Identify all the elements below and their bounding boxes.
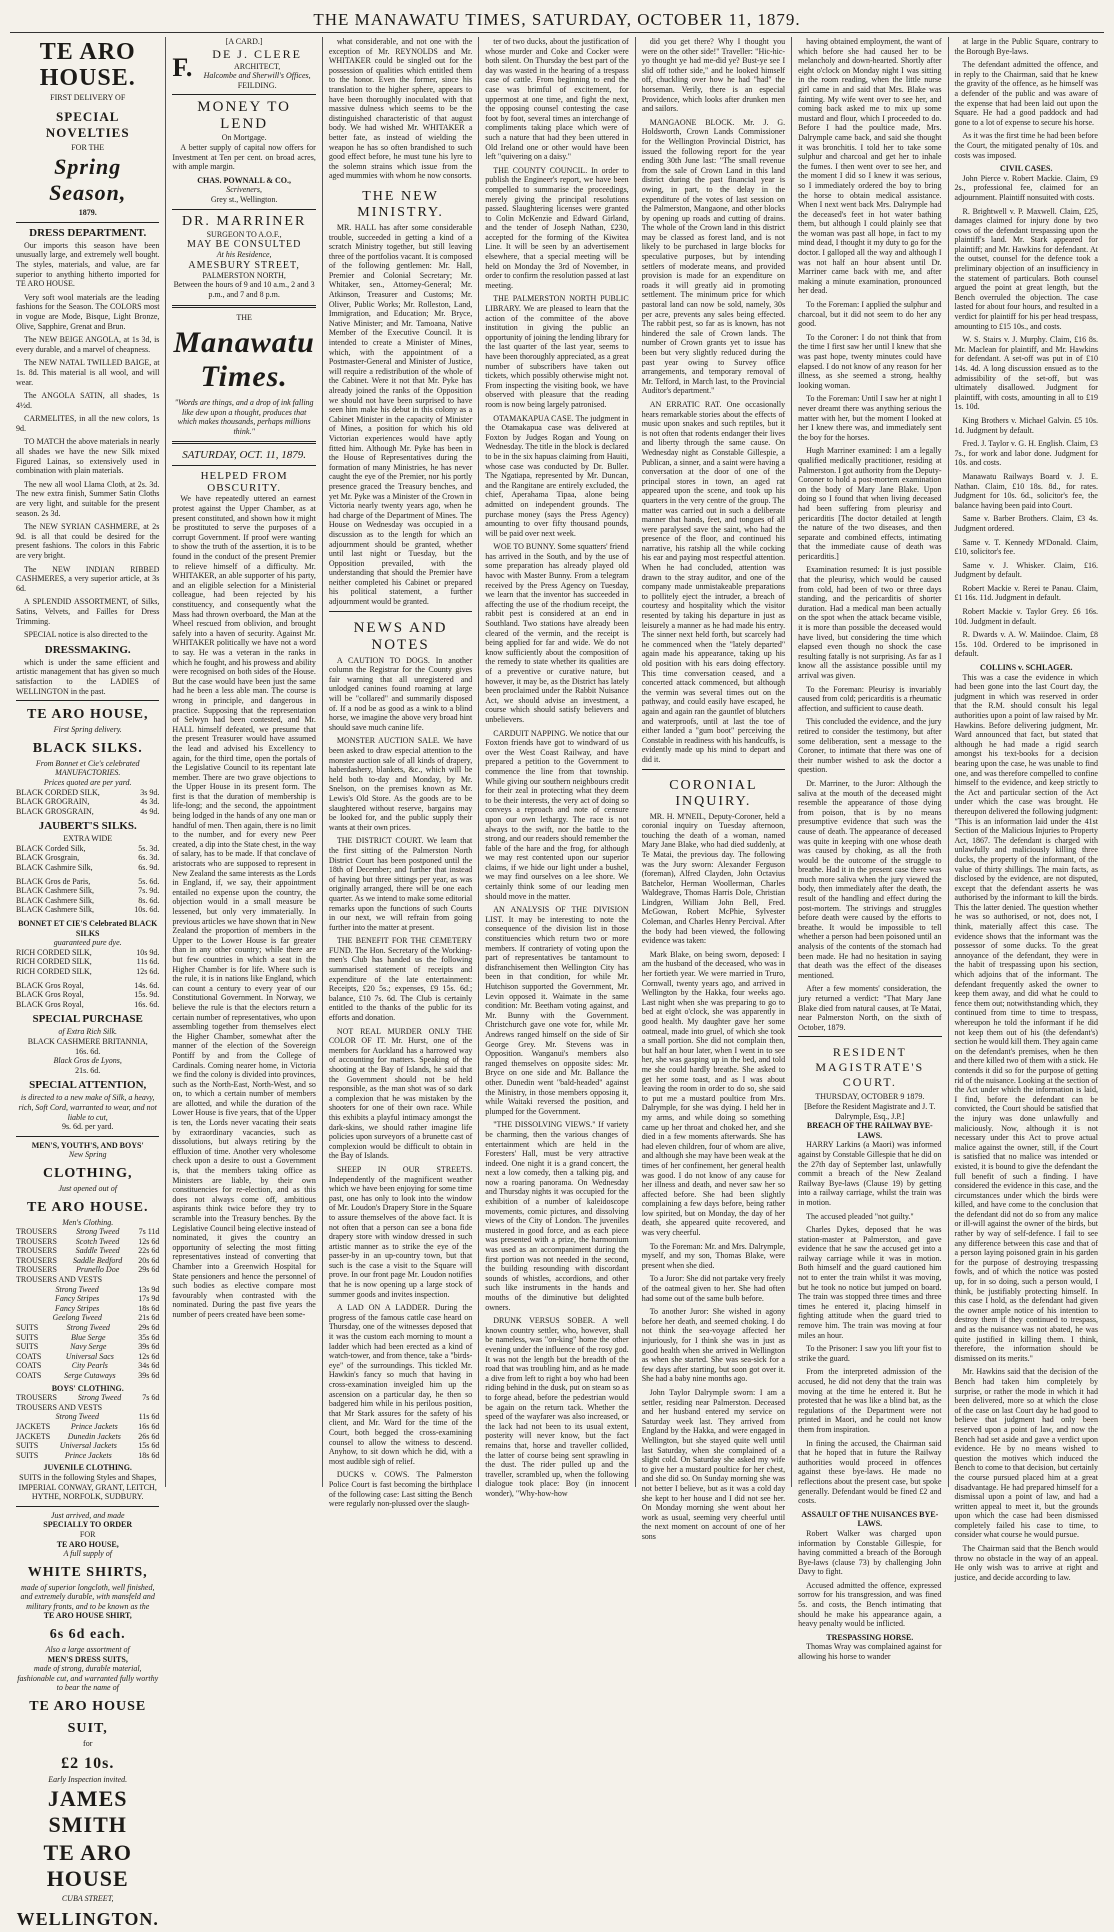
- civil-case: King Brothers v. Michael Galvin. £5 10s. 1d. Judgment by default.: [954, 415, 1098, 435]
- court-text: From the interpreted admission of the accused, he did not deny that the train was moving at the time he entered it. But he protested that he was like a blind bat, as the regulations of the Department were not printed in Maori, and he could not know them from inspiration.: [798, 1367, 942, 1434]
- price-row: RICH CORDED SILK, 11s 6d.: [16, 957, 160, 967]
- news-item: OTAMAKAPUA CASE. The judgment in the Otamakapua case was delivered at Foxton by Judges Rogan and Young on Wednesday. The title in the block is declared to be in the six hapuas claiming from Hauiti, whose case was conducted by Dr. Buller. The Ngatiapa, represented by Mr. Duncan, and the Rangitane are entirely excluded, the chief, Aperahama Tipaa, alone being admitted on independent grounds. The purchase money (says the Press Agency) amounting to over fifty thousand pounds, will be paid over next week.: [485, 413, 629, 538]
- mens-youths-boys: MEN'S, YOUTH'S, AND BOYS': [31, 1140, 144, 1150]
- inquiry-text: To the Foreman: Until I saw her at night I never dreamt there was anything serious the matter with her, but the moment I looked at her I knew there was, and immediately sent the boy for the horses.: [798, 394, 942, 442]
- shirt-price: 6s 6d each.: [49, 1627, 126, 1643]
- card-initial: F.: [172, 53, 193, 83]
- news-item: SHEEP IN OUR STREETS. Independently of the magnificent weather which we have been enjoying for some time past, one has only to look into the window of Mr. Loudon's Drapery Store in the Square to assure themselves of the above fact. It is not often that a person can see a bona fide drapery store with window dressed in such artistic manner as to strike the eye of the passer-by in an up-country town, but that such is the case a visit to the Square will prove. In our front page Mr. Loudon notifies that he is now opening up a large stock of summer goods and invites inspection.: [328, 1164, 473, 1299]
- inquiry-text: To a Juror: She did not partake very freely of the oatmeal given to her. She had often had some out of the same bulb before.: [641, 1274, 786, 1303]
- price-row: BLACK Corded Silk, 5s. 3d.: [16, 843, 160, 853]
- column-news-2: [479, 37, 635, 1498]
- pownall: CHAS. POWNALL & CO.,: [197, 175, 292, 185]
- clothing-price-list: [16, 1227, 159, 1381]
- price-row: BLACK GROGRAIN, 4s 3d.: [16, 797, 160, 807]
- page-masthead: THE MANAWATU TIMES, SATURDAY, OCTOBER 11, 1879.: [10, 8, 1104, 33]
- consulting-hours: Between the hours of 9 and 10 a.m., 2 and 3 p.m., and 7 and 8 p.m.: [173, 280, 315, 299]
- price-row: BLACK Cashmere Silk, 10s. 6d.: [16, 905, 160, 915]
- price-row: TROUSERS AND VESTS: [16, 1402, 103, 1412]
- civil-case: Same v. T. Kennedy M'Donald. Claim, £10, solicitor's fee.: [954, 537, 1098, 557]
- mens-clothing: Men's Clothing.: [62, 1217, 114, 1227]
- column-news-5: [949, 37, 1104, 1582]
- civil-case: John Pierce v. Robert Mackie. Claim, £9 2s., professional fee, claimed for an adjournment. Plaintiff nonsuited with costs.: [954, 173, 1098, 202]
- special-attention: SPECIAL ATTENTION,: [29, 1079, 147, 1092]
- civil-case: Fred. J. Taylor v. G. H. English. Claim, £3 7s., for work and labor done. Judgment for 10s. and costs.: [954, 439, 1098, 468]
- civil-case: Robert Mackie v. Taylor Grey. £6 16s. 10d. Judgment in default.: [954, 607, 1098, 626]
- amesbury-street: AMESBURY STREET,: [188, 259, 300, 271]
- te-aro-house-3: TE ARO HOUSE.: [26, 1199, 149, 1215]
- money-to-lend: MONEY TO LEND: [197, 99, 291, 133]
- price-row: BLACK Cashmere Silk, 8s. 6d.: [16, 895, 160, 905]
- te-aro-suit: TE ARO HOUSE: [29, 1699, 147, 1715]
- news-item: CARDUIT NAPPING. We notice that our Foxton friends have got to windward of us over the West Coast Railway, and have prepared a petition to the Government to commence the line from that township. While giving our southern neighbours credit for their zeal in protecting what they deem to be their interests, the very act of doing so conveys a reproach and note of censure upon our own lethargy. The race is not always to the swift, nor the battle to the strong, and our readers should remember the fable of the hare and the frog, for although we may rest contented upon our superior claims, if we hide our light under a bushel, we may find ourselves on a lee shore. We certainly think some of our leading men should move in the matter.: [485, 728, 629, 901]
- architect-address: Halcombe and Sherwill's Offices,: [203, 71, 311, 81]
- news-item: NOT REAL MURDER ONLY THE COLOR OF IT. Mr. Hurst, one of the members for Auckland has a harrowed way of accounting for matters. Speaking of the shooting at the Bay of Islands, he said that the Government should not be held responsible, as the man shot was of so dark a complexion that he was mistaken by the shooters for one of their own race. While this exhibits a playful intimacy amongst the dark-skins, we should rather imagine life policies upon surveyors of a brunette cast of complexion would be difficult to obtain in the Bay of Islands.: [328, 1026, 473, 1161]
- price-row: BLACK Grosgrain, 6s. 3d.: [16, 853, 160, 863]
- gros-price: 21s. 6d.: [75, 1065, 101, 1075]
- column-cards-and-leader: [166, 37, 322, 1487]
- civil-case: R. Brightwell v. P. Maxwell. Claim, £25, damages claimed for injury done by two cows of the defendant trespassing upon the plaintiff's land. Mr. Stark appeared for plaintiff; and Mr. Hawkins for defendant. At the outset, counsel for the defence took a preliminary objection of an insufficiency in the statement of particulars. Both counsel argued the point at great length, but the Bench overruled the objection. The case lasted for about four hours, and resulted in a verdict for plaintiff for his per head trespass, amounting to £15 10s., and costs.: [954, 206, 1098, 331]
- new-spring: New Spring: [68, 1150, 107, 1160]
- boys-clothing: BOYS' CLOTHING.: [51, 1383, 124, 1393]
- paper-motto: "Words are things, and a drop of ink falling like dew upon a thought, produces that which makes thousands, perhaps millions think.": [174, 398, 314, 436]
- news-item: THE BENEFIT FOR THE CEMETERY FUND. The Hon. Secretary of the Working-men's Club has handed us the following summarised statement of receipts and expenditure of the late entertainment: Receipts, £20 5s.; expenses, £9 15s. 6d.; balance, £10 7s. 6d. The Club is certainly entitled to the thanks of the public for its efforts and donation.: [328, 936, 473, 1023]
- price-row: Fancy Stripes 17s 9d: [55, 1294, 160, 1304]
- first-spring: First Spring delivery.: [53, 725, 122, 735]
- paper-the: THE: [236, 312, 252, 322]
- architect-title: ARCHITECT,: [233, 61, 281, 71]
- splendid-item: A SPLENDID ASSORTMENT, of Silks, Satins, Velvets, and Failles for Dress Trimming.: [16, 597, 160, 626]
- store-title: TE ARO HOUSE.: [39, 39, 136, 91]
- just-opened: Just opened out of: [58, 1183, 117, 1193]
- shirts-text: made of superior longcloth, well finished, and extremely durable, with mansfeld and military fronts, and to be known as the: [20, 1582, 155, 1611]
- court-text: As it was the first time he had been before the Court, the mitigated penalty of 10s. and costs was imposed.: [954, 131, 1098, 160]
- leader-text: We have repeatedly uttered an earnest protest against the Upper Chamber, as at present constituted, and shown how it might be prostituted to serve the purposes of a corrupt Government. If proof were wanting to show the truth of the assertion, it is to be found in the conduct of the present Premier to relieve himself of a difficulty. Mr. WHITAKER, an able supporter of his party, and an eligible selection for a Ministerial colleague, had been rejected by his constituency, and consequently what the Mass had thrown overboard, the Man at the Wheel rescued from oblivion, and brought safely into a haven of security. Against Mr. WHITAKER politically we have not a word to say. He was a veteran in the ranks in which he fought, and his prowess and ability were recognised on both sides of the House. But the case would have been just the same had he been a less able man. The course is wrong in principle, and dangerous in practice. Supposing that the representation of Selwyn had been contested, and Mr. HALL himself defeated, we presume that the present Treasurer would have assumed the lead and advised his Excellency to again, for the third time, open the portals of the Legislative Council to its repentant late member. There are two grave objections to the Upper House in its present form. The first is that the duration of membership is life-long; and the second, the appointment being lodged in the hands of any one man or handful of men. Then again, there is no limit to the number, and for every new Peer created, a dip into the State chest, in the way of salary, has to be made. If that conclave of aristocrats who are supposed to represent in New Zealand the same interests as the Lords in England, if, we say, their appointment entailed no expense upon the country, the objection would in a small measure be lessened, but only very immaterially. In previous articles we have shown that in New Zealand the proportion of members in the Upper to the Lower House is far greater than in any other country; while there are but few countries in which a seat in the Higher Chamber is for life. Where such is the rule, it is in nations like England, which can count a century to every year of our Constitutional Government. In Norway, we believe the rule is that the electors return a certain number of representatives, who upon assembling together from themselves elect the Higher Chamber, somewhat after the manner of the election of the Sovereign Pontiff by and from the College of Cardinals. Coming nearer home, in Victoria we find the colony is divided into provinces, such as the North-East, North-West, and so on, to which a certain number of members are allotted, and while the duration of the Lower House is five years, that of the Upper is ten, the Lords never vacating their seats by extraordinary vacancies, such as dissolutions, but always retiring by the effluxion of time. Another very wholesome check upon a desire to oust a Government is, that the members taking office as Ministers are liable, by their own constituencies for re-election, and as this does not always come off, ambitious aspirants think twice before they try to scramble into the Treasury benches. By the Legislative Council being elective instead of nominated, it gives the country an opportunity of selecting the most fitting representatives instead of converting that Chamber into a Greenwich Hospital for State pensioners and hence the personnel of such bodies as elective compare most favourably when contrasted with the nominated. During the past five years the number of peers created have been some-: [172, 494, 316, 1319]
- new-ministry-heading: THE NEW MINISTRY.: [357, 188, 444, 220]
- special-novelties: SPECIAL NOVELTIES: [45, 108, 130, 140]
- for-label: FOR: [79, 1529, 96, 1539]
- column-news-4: [792, 37, 948, 1662]
- price-row: SUITS Universal Jackets 15s 6d: [16, 1441, 160, 1451]
- architect-card: [172, 47, 315, 91]
- price-row: Fancy Stripes 18s 6d: [55, 1303, 160, 1313]
- column-te-aro-house-ad: [10, 37, 166, 1929]
- price-row: BLACK Cashmere Silk, 7s. 9d.: [16, 886, 160, 896]
- prices-quoted: Prices quoted are per yard.: [43, 777, 132, 787]
- price-row: RICH CORDED SILK, 12s 6d.: [16, 967, 160, 976]
- price-row: BLACK Gros de Paris, 5s. 6d.: [16, 876, 160, 886]
- court-text: Charles Dykes, deposed that he was station-master at Palmerston, and gave evidence that he saw the accused get into a railway carriage while it was in motion. Both himself and the guard cautioned him not to enter the train whilst it was moving, but he took no notice but jumped on board. The train was stopped three times and three times he entered it, placing himself in fighting attitude when the guard tried to remove him. The train was moving at four miles an hour.: [798, 1225, 942, 1340]
- news-and-notes-heading: NEWS AND NOTES: [353, 619, 448, 653]
- news-item: AN ERRATIC RAT. One occasionally hears remarkable stories about the effects of music upon snakes and such reptiles, but it is not often that rodents endanger their lives and liberty through the same cause. On Wednesday night as Constable Gillespie, a Publican, a sinner, and a saint were having a conversation at the door of one of the principal stores in town, an aged rat appeared upon the scene, and took up his quarters in the very centre of the group. The matter was carried out in such a deliberate manner that hands, feet, and tongues of all were paralysed save the saint, who had the presence of the floor, and continued his narrative, his ratship all the while cocking his ear and paying most respectful attention. When he had concluded, attention was drawn to the stray auditor, and one of the company made unmistakeable preparations to pollitely eject the intruder, a breach of courtesy and hospitality which the visitor resented by taking his departure in just as leisurely a manner as he had made his entry. The sinner next held forth, but scarcely had he commenced when the "lately departed" again made his appearance, taking up his old position with his ears doing effectory. This time conversation ceased, and a concerted attack commenced, but although the vermin was several times out on the pathway, and could easily have escaped, he again and again ran the gauntlet of blutchers and waterproofs, until at last the toe of either landed a "gum boot" perceiving the Constable in readiness with his handcuffs, is evidently made up his mind to depart and did it.: [641, 399, 786, 764]
- inquiry-text: John Taylor Dalrymple sworn: I am a settler, residing near Palmerston. Deceased and her husband entered my service on Saturday week last. They arrived from England by the Hakka, and were engaged in Wellington, but she stayed quite well until last Saturday, when she complained of a slight cold. On Saturday she asked my wife to give her a mustard poultice for her chest, and she did so. On Sunday morning she was not better I believe, but as it was a cold day she kept to her house and I did not see her. On Monday morning she went about her work as usual, seeming very cheerful until the next moment on account of one of her sons: [641, 1387, 786, 1541]
- suits-styles: SUITS in the following Styles and Shapes, IMPERIAL CONWAY, GRANT, LEITCH, HYTHE, NORFOLK, SUDBURY.: [18, 1472, 157, 1502]
- price-row: BLACK CORDED SILK, 3s 9d.: [16, 787, 160, 797]
- inquiry-text: To another Juror: She wished in agony before her death, and seemed choking. I do not think the sea-voyage affected her injuriously, for I think she was in just as good health when she arrived in Wellington as when she started. She was sea-sick for a few days after starting, but soon got over it. She had a baby nine months ago.: [641, 1307, 786, 1384]
- jaubert-heading: JAUBERT'S SILKS.: [38, 820, 137, 833]
- paper-title: Manawatu Times.: [173, 326, 315, 394]
- dress-text: Our imports this season have been unusually large, and extremely well bought. The styles, materials, and value, are far superior to anything hitherto imported for TE ARO HOUSE.: [16, 240, 160, 289]
- price-row: Geelong Tweed 21s 6d: [52, 1313, 160, 1323]
- inquiry-text: Hugh Marriner examined: I am a legally qualified medically practitioner, residing at Palmerston. I got authority from the Deputy-Coroner to hold a post-mortem examination on the body of Mary Jane Blake. Upon doing so I found that when living deceased had been suffering from pleurisy and pericarditis [The doctor detailed at length the nature of the two diseases, and then separate and combined effects, intimating that the immediate cause of death was pericarditis.]: [798, 446, 942, 561]
- price-row: COATS Universal Sacs 12s 6d: [16, 1351, 160, 1361]
- columns: [10, 37, 1104, 1929]
- inquiry-text: To the Foreman: Pleurisy is invariably caused from cold; pericarditis is a rheumatic affection, and sufficient to cause death.: [798, 684, 942, 713]
- bonnet-note: From Bonnet et Cie's celebrated MANUFACTORIES.: [35, 758, 140, 778]
- court-text: The defendant admitted the offence, and in reply to the Chairman, said that he knew the gravity of the offence, as he himself was a defender of the public and was aware of the expense that had been laid out upon the Square. He had a good paddock and had gone to a lot of expense to secure his horse.: [954, 60, 1098, 127]
- at-his-residence: At his Residence,: [216, 250, 272, 260]
- price-row: JACKETS Dunedin Jackets 26s 6d: [16, 1431, 160, 1441]
- specially-to-order: SPECIALLY TO ORDER: [43, 1520, 133, 1530]
- of-extra: of Extra Rich Silk.: [58, 1027, 118, 1037]
- card-label: [A CARD.]: [225, 37, 263, 46]
- white-shirts-heading: WHITE SHIRTS,: [27, 1564, 148, 1580]
- price-row: COATS Serge Cutaways 39s 6d: [16, 1371, 160, 1380]
- news-item: AN ANALYSIS OF THE DIVISION LIST. It may be interesting to note the consequence of the division list in those constituencies which return two or more members. If contrariety of voting upon the part of representatives be tantamount to disfranchisement then Wellington City has been in that condition, for while Mr. Hutchison supported the Government, Mr. Levin opposed it. Waimate in the same condition: Mr. Beetham voting against, and Mr. Bunny with the Government. Christchurch gave one vote for, while Mr. Andrews ranged himself on the side of Sir George Grey. Mr. Stevens was in Opposition. Wanganui's members also ranged themselves on opposite sides: Mr. Bryce on one side and Mr. Ballance the other. Dunedin went "bald-headed" against the Ministry, in those members opposing it, while Waitaki reversed the position, and plumped for the Government.: [485, 905, 629, 1116]
- beige-item: The NEW BEIGE ANGOLA, at 1s 3d, is every durable, and a marvel of cheapness.: [16, 335, 160, 354]
- bonnet-black: BONNET ET CIE'S Celebrated BLACK SILKS: [18, 919, 158, 938]
- breach-heading: BREACH OF THE RAILWAY BYE-LAWS.: [806, 1121, 933, 1140]
- indian-item: The NEW INDIAN RIBBED CASHMERES, a very superior article, at 3s 6d.: [16, 564, 160, 593]
- special-notice: SPECIAL notice is also directed to the: [24, 630, 148, 640]
- news-item: ter of two ducks, about the justification of whose murder and Coke and Cocker were both silent. On Thursday the best part of the day was wasted in the hearing of a trespass case of cattle. From beginning to end the case was brimful of excitement, for uppermost at one time, and fight the next, the opposing counsel contesting the case foot by foot, several times an interchange of compliments taking place which were of such a nature that had they been uttered in Old Ireland one or other would have been left "quivering on a daisy.": [485, 37, 629, 162]
- spring-season: Spring Season,: [49, 154, 127, 206]
- civil-case: Same v. Barber Brothers. Claim, £3 4s. Judgment ordered.: [954, 514, 1098, 533]
- court-text: HARRY Larkins (a Maori) was informed against by Constable Gillespie that he did on the 27th day of September last, unlawfully commit a breach of the New Zealand Railway Bye-laws (Clause 19) by getting into a railway carriage, whilst the train was in motion.: [798, 1140, 942, 1207]
- price-row: BLACK Cashmire Silk, 6s. 9d.: [16, 863, 160, 873]
- twilled-item: The NEW NATAL TWILLED BAIGE, at 1s. 8d. This material is all wool, and will wear.: [16, 358, 160, 387]
- news-item: DRUNK VERSUS SOBER. A well known country settler, who, however, shall be nameless, was "on-king" home the other evening under the influence of the rosy god. It was not the length but the breadth of the road that was troubling him, and as he made a dive from left to right a boy who had been riding behind in the dusk, put on steam so as to forge ahead, before the pedestrian would be again on the return tack. Whether the speed of the wayfarer was also increased, or the lack had not been to its usual extent, posterity will never know, but the fact remains that, horse and traveller collided, the latter of course being sent sprawling in the dust. The rider pulled up and the traveller, scrambled up, when the following dialogue took place: Boy (in innocent wonder), "Why-how-how: [485, 1316, 629, 1498]
- civil-case: W. S. Stairs v. J. Murphy. Claim, £16 8s. Mr. Maclean for plaintiff, and Mr. Hawkins for defendant. A set-off was put in of £10 14s. 4d. A long discussion ensued as to the admissibility of the set-off, but was ultimately disallowed. Judgment for plaintiff, with costs, amounting in all to £19 1s. 10d.: [954, 335, 1098, 412]
- early-inspection: Early Inspection invited.: [48, 1774, 128, 1784]
- dress-dept-heading: DRESS DEPARTMENT.: [29, 226, 147, 239]
- may-be-consulted: MAY BE CONSULTED: [186, 239, 302, 251]
- inquiry-text: having obtained employment, the want of which before she had caused her to be melancholy and down-hearted. Shortly after eight o'clock on Monday night I was sitting in the room reading, when the little nurse girl came in and said that Mrs. Blake was fainting. My wife went over to see her, and coming back asked me to mix up some mustard and flour, which I proceeded to do. Before I had the poultice made, Mrs. Dalrymple came back, and said she thought it was bronchitis. I told her to take some sulphur and charcoal and get her to inhale the fumes. I then went over to see her, and the moment I did so I knew it was serious, so I immediately ordered the boy to bring the horse to obtain medical assistance. When I next went back Mrs. Dalrymple had the deceased's feet in hot water bathing them, but although I could plainly see that the woman was past all hope, in fact to my mind dead, I thought it my duty to go for the doctor. I galloped all the way and although I was not half an hour absent until Dr. Marriner came back with me, and after making a minute examination, pronounced her dead.: [798, 37, 942, 296]
- price-row: TROUSERS Strong Tweed 7s 6d: [16, 1393, 160, 1403]
- price-row: BLACK Gros Royal, 16s. 6d.: [16, 999, 160, 1009]
- court-date: THURSDAY, OCTOBER 9 1879.: [815, 1092, 925, 1102]
- for-label-2: for: [83, 1739, 93, 1749]
- price-row: TROUSERS Strong Tweed 7s 11d: [16, 1227, 160, 1237]
- satin-item: The ANGOLA SATIN, all shades, 1s 4½d.: [16, 391, 160, 410]
- rm-court-heading: RESIDENT MAGISTRATE'S COURT.: [815, 1045, 925, 1090]
- leader-continued: what considerable, and not one with the exception of Mr. REYNOLDS and Mr. WHITAKER could be singled out for the possession of qualities which entitled them to the honor. Even the former, since his translation to the higher sphere, appears to have been thoroughly inoculated with that massive dulness which seems to be the distinguished characteristic of that august body. We had wished Mr. WHITAKER a better fate, as instead of wielding the weapon he has so often brandished to such good effect before, he must tune his lyre to the solemn strains which issue from the aged mummies with whom he now consorts.: [328, 37, 473, 181]
- suit-price: £2 10s.: [61, 1754, 115, 1772]
- inquiry-text: To the Coroner: I do not think that from the time I first saw her until I knew that she was past hope, twenty minutes could have elapsed. I do not know of any reason for her illness, as she seemed a strong, healthy looking woman.: [798, 332, 942, 390]
- black-gros: Black Gros de Lyons,: [53, 1056, 122, 1066]
- court-text: To the Prisoner: I saw you lift your fist to strike the guard.: [798, 1344, 942, 1363]
- dress-suits-text: made of strong, durable material, fashionable cut, and warranted fully worthy to bear the name of: [17, 1664, 159, 1693]
- james-smith: JAMES SMITH: [47, 1786, 128, 1838]
- mens-dress-suits: MEN'S DRESS SUITS,: [47, 1654, 128, 1664]
- lama-item: The new all wool Llama Cloth, at 2s. 3d. The new extra finish, Summer Satin Cloths are very light, and suitable for the present season. 2s 3d.: [16, 479, 160, 518]
- price-row: RICH CORDED SILK, 10s 9d.: [16, 947, 160, 957]
- juvenile-clothing: JUVENILE CLOTHING.: [43, 1463, 132, 1473]
- court-text: Thomas Wray was complained against for allowing his horse to wander: [798, 1642, 942, 1662]
- attention-text: is directed to a new make of Silk, a heavy, rich, Soft Cord, warranted to wear, and not liable to cut,: [18, 1093, 157, 1122]
- price-row: SUITS Strong Tweed 29s 6d: [16, 1323, 160, 1333]
- boys-price-list: [16, 1393, 159, 1460]
- civil-case: Robert Mackie v. Rerei te Panau. Claim, £1 16s. 11d. Judgment in default.: [954, 583, 1098, 603]
- news-item: A CAUTION TO DOGS. In another column the Registrar for the County gives fair warning that all unregistered and unlodged canines found roaming at large will be "collared" and summarily disposed of. If a nod be as good as a wink to a blind horse, we imagine the above very broad hint should save much canine life.: [328, 655, 473, 732]
- gros-price-list: [16, 877, 159, 915]
- te-aro-shirt: TE ARO HOUSE SHIRT,: [43, 1611, 132, 1621]
- black-silks-heading: BLACK SILKS.: [32, 740, 143, 756]
- inquiry-text: To the Foreman: I applied the sulphur and charcoal, but it did not seem to do her any good.: [798, 300, 942, 329]
- price-row: SUITS Prince Jackets 18s 6d: [16, 1450, 160, 1460]
- price-row: SUITS Blue Serge 35s 6d: [16, 1332, 160, 1342]
- guaranteed: guaranteed pure dye.: [53, 938, 122, 948]
- inquiry-text: After a few moments' consideration, the jury returned a verdict: "That Mary Jane Blake died from natural causes, at Te Matai, near Palmerston North, on the sixth of October, 1879.: [798, 984, 942, 1032]
- court-text: This was a case the evidence in which had been gone into the last Court day, the judgment in which was reserved in order that the R.M. should consult his legal authorities upon a point of law raised by Mr. Hawkins. Before delivering judgment, Mr. Ward announced that fact, but stated that although he had made a rigid search amongst his text-books for a decision bearing upon the case, he was unable to find one, and was therefore compelled to confine himself to the evidence, and keep strictly to the Act and particular section of the Act under which the case was brought. He thereupon delivered the following judgment: "This is an information laid under the 41st Section of the Malicious Injuries to Property Act, 1867. The defendant is charged with unlawfully and maliciously killing three ducks, the property of the informant, of the value of thirty shillings. The main facts, as disclosed by the evidence, are not disputed, except that the defendant asserts he was authorised by the informant to kill the birds. This the latter denied. The question whether he was so authorised, or not, does not, I think, materially affect this case. The evidence shows that the informant was the possessor of some ducks. To the great annoyance of the defendant, they were in the habit of trespassing upon his section, which adjoins that of the informant. The defendant frequently asked the owner to keep them away, and did what he could to fence them out; notwithstanding which, they continued from time to time to trespass, whereupon he told the informant if he did not keep them out of his (the defendant's) section he would kill them. They again came on the defendant's premises, when he then and there killed two of them with a stick. He contends it did so for the purpose of getting rid of the nuisance. Looking at the section of the Act under which the information is laid, I find, before the defendant can be convicted, the Court should be satisfied that the injury was done unlawfully and maliciously. Now, although it is not necessary under this Act to prove actual malice against the owner, still, if the Court is satisfied that no malice was intended or existed, it is bound to give the defendant the full benefit of such a finding. I have considered the evidence in this case, and the circumstances under which the birds were killed, and have come to the conclusion that the defendant did not do so from any malice or ill-will against the owner of the birds, but rather by way of self-defence. I fail to see any difference between this case and that of a person laying poisoned grain in his garden for the purpose of destroying trespassing fowls, and of which the notice was posted up, for in so doing, such a person would, I think, be justifiably protecting himself. In this case I hold, as the defendant had given the owner ample notice of his intention to destroy them if they continued to trespass, and as the nuisance was not abated, he was quite justified in killing them. I think, therefore, the information should be dismissed on its merits.": [954, 672, 1098, 1363]
- carmelites-item: CARMELITES, in all the new colors, 1s 9d.: [16, 414, 160, 433]
- dressmaking-text: which is under the same efficient and artistic management that has given so much satisfaction to the LADIES of WELLINGTON in the past.: [16, 657, 160, 696]
- news-item: THE DISTRICT COURT. We learn that the first sitting of the Palmerston North District Court has been postponed until the 18th of December; and further that instead of having but three sittings per year, as was originally arranged, there will be one each quarter. As we intend to make some editorial remarks upon the functions of such Courts in our next, we will refrain from going further into the matter at present.: [328, 836, 473, 932]
- silk-price-list: [16, 788, 159, 817]
- new-ministry-text: MR. HALL has after some considerable trouble, succeeded in getting a kind of a scratch Ministry together, but still leaving three of the portfolios vacant. It is composed of the following gentlemen: Mr. Hall, Premier and Colonial Secretary; Mr. Whitaker, sen., Attorney-General; Mr. Atkinson, Treasurer and Customs; Mr. Oliver, Public Works; Mr. Rolleston, Land, Immigration, and Education; Mr. Bryce, Native Minister; and Mr. Tamoana, Native Member of the Executive Council. It is intended to create a Minister of Mines, which, with the appointment of a Postmaster-General and Minister of Justice, will require a redistribution of the whole of the Cabinet. Were it not that Mr. Pyke has already joined the ranks of the Opposition we should not have been surprised to have seen him make his debut in this colony as a Cabinet Minister in the capacity of Minister of Mines, a position for which his old Victorian experiences would have aptly fitted him. Although Mr. Pyke has been in the House of Representatives during the formation of many Ministries, he has never caught the eye of the Premier, nor his portly presence graced the Treasury benches, and yet Mr. Pyke was a Minister of the Crown in Victoria nearly twenty years ago, when he had charge of the Department of Mines. The House on Wednesday was occupied in a discussion as to the length for which an adjournment should be granted, whether until last night or Tuesday, but the Opposition prevailed, with the understanding that should the Premier have neither completed his Cabinet or prepared his political statement, a further adjournment would be granted.: [328, 222, 473, 607]
- jaubert-price-list: [16, 844, 159, 873]
- price-row: BLACK Gros Royal, 15s. 9d.: [16, 990, 160, 1000]
- dr-marriner: DR. MARRINER: [181, 213, 307, 229]
- gros-royal-list: [16, 981, 159, 1010]
- black-cashmere: BLACK CASHMERE BRITANNIA,: [27, 1036, 148, 1046]
- money-text: A better supply of capital now offers for Investment at Ten per cent. on broad acres, with ample margin.: [172, 142, 316, 172]
- paper-date: SATURDAY, OCT. 11, 1879.: [182, 449, 307, 462]
- price-row: BLACK Gros Royal, 14s. 6d.: [16, 980, 160, 990]
- column-news-3: [636, 37, 792, 1541]
- inquiry-text: MR. H. M'NEIL, Deputy-Coroner, held a coronial inquiry on Tuesday afternoon, touching the death of a woman, named Mary Jane Blake, who had died suddenly, at Te Matai, the previous day. The following was the Jury sworn: Alexander Ferguson (foreman), Alfred Clayden, John Octavius Batchelor, Herman Woollerman, Charles Waldegrave, Thomas Harris Dole, Christian Lindgren, William John Bell, Fred. McGowan, Robert McPhie, Sylvester Coleman, and Charles Henry Percival. After the body had been viewed, the following evidence was taken:: [641, 811, 786, 946]
- surgeon: SURGEON TO A.O.F.,: [206, 229, 282, 239]
- special-purchase: SPECIAL PURCHASE: [32, 1013, 143, 1026]
- price-row: COATS City Pearls 34s 6d: [16, 1361, 160, 1371]
- for-the: FOR THE: [71, 142, 105, 152]
- news-item: "THE DISSOLVING VIEWS." If variety be charming, then the various changes of entertainment which are held in the Foresters' Hall, must be very attractive indeed. One night it is a grand concert, the next a low comedy, then a talking pig, and now a roaring panorama. On Wednesday and Thursday nights it was occupied for the exhibition of a number of kaleidoscope movements, comic pictures, and dissolving views of the City of London. The juveniles mustered in good force, and as each piece was presented with a prize, the harmonium was used as an accompaniment during the first portion was not needed in the second, the building resounding with discordant sounds of whistles, accordions, and other such like instruments in the hands and mouths of the diminutive but delighted owners.: [485, 1120, 629, 1312]
- architect-name: DE J. CLERE: [212, 46, 302, 61]
- inquiry-text: To the Foreman: Mr. and Mrs. Dalrymple, myself, and my son, Thomas Blake, were present when she died.: [641, 1241, 786, 1270]
- court-text: The Chairman said that the Bench would throw no obstacle in the way of an appeal. He only wish was to arrive at right and justice, and decide according to law.: [954, 1544, 1098, 1582]
- attention-price: 9s. 6d. per yard.: [61, 1122, 114, 1132]
- price-row: BLACK GROSGRAIN, 4s 9d.: [16, 806, 160, 816]
- price-row: JACKETS Prince Jackets 16s 6d: [16, 1421, 160, 1431]
- syrian-item: The NEW SYRIAN CASHMERE, at 2s 9d. is all that could be desired for the present fashions. The colors in this Fabric are very bright.: [16, 522, 160, 560]
- news-item: A LAD ON A LADDER. During the progress of the famous cattle case heard on Thursday, one of the witnesses deposed that it was the custom each morning to mount a ladder which had been erected as a kind of watch-tower, and from thence, take a "birds-eye" of the surroundings. This tickled Mr. Hawkin's fancy so much that having in cross-examination inveigled him up the ascension on a particular day, he then so badgered him while in his perilous position, that Mr Stark assures for the safety of his client, and Mr. Ward for the time of the Court, both begged the cross-examining counsel to allow the witness to descend. Anyhow, to sit down which he did, with a most audible sigh of relief.: [328, 1303, 473, 1466]
- palmerston-north: PALMERSTON NORTH,: [202, 270, 286, 280]
- dressmaking-heading: DRESSMAKING.: [44, 643, 131, 656]
- coronial-inquiry-heading: CORONIAL INQUIRY.: [669, 777, 758, 809]
- grey-street: Grey st., Wellington.: [210, 194, 278, 204]
- news-item: THE COUNTY COUNCIL. In order to publish the Engineer's report, we have been compelled to summarise the proceedings, merely giving the principal resolutions passed. Slaughtering licenses were granted to Colin McKenzie and Edward Girland, and the tender of Joseph Nathan, £230, accepted for the forming of the Kiwitea Line. It will be seen by an advertisement elsewhere, that a special meeting will be held on Monday the 3rd of November, in order to confirm the resolution passed at last meeting.: [485, 165, 629, 290]
- column-news-1: [323, 37, 479, 1509]
- inquiry-text: Dr. Marriner, to the Juror: Although the saliva at the mouth of the deceased might resemble the appearance of those dying from poison, that is by no means presumptive evidence that such was the cause of death. The appearance of deceased was quite in keeping with one whose death was caused by choking, as all the froth would be the outcome of the struggle to breathe. Had it in the present case there was much more saliva when the jury viewed the body, then immediately after the death, the result of the handling and effect during the post-mortem. The strivings and struggles before death were caused by the efforts to breathe. It would be impossible to tell whether a person had been poisoned until an analysis of the contents of the stomach had been made. He had no hesitation in saying that death was the effect of the diseases mentioned.: [798, 778, 942, 980]
- assault-heading: ASSAULT OF THE NUISANCES BYE-LAWS.: [801, 1509, 939, 1529]
- extra-wide: EXTRA WIDE: [63, 834, 113, 844]
- leader-heading: HELPED FROM OBSCURITY.: [200, 470, 288, 495]
- te-aro-house-for: TE ARO HOUSE,: [56, 1539, 119, 1549]
- te-aro-house-2: TE ARO HOUSE,: [26, 707, 149, 723]
- wellington: WELLINGTON.: [16, 1908, 159, 1929]
- court-text: Robert Walker was charged upon information by Constable Gillespie, for having committed a breach of the Borough Bye-laws (clause 73) by challenging John Davy to fight.: [798, 1528, 942, 1577]
- civil-cases-heading: CIVIL CASES.: [1000, 164, 1053, 174]
- civil-case: Manawatu Railways Board v. J. E. Nathan. Claim, £10 18s. 8d., for rates. Judgment for 10s. 6d., solicitor's fee, the balance having been paid into Court.: [954, 471, 1098, 510]
- cashmere-price: 16s. 6d.: [75, 1046, 101, 1056]
- also-assortment: Also a large assortment of: [45, 1645, 130, 1655]
- news-item: DUCKS v. COWS. The Palmerston Police Court is fast becoming the birthplace of the following case: Last sitting the Bench were regularly non-plussed over the slaugh-: [328, 1470, 473, 1509]
- court-text: The accused pleaded "not guilty.": [806, 1211, 914, 1221]
- on-mortgage: On Mortgage.: [221, 133, 267, 143]
- te-aro-house-final: TE ARO HOUSE: [43, 1840, 132, 1892]
- civil-case: Same v. J. Whisker. Claim, £16. Judgment by default.: [954, 560, 1098, 580]
- first-delivery: FIRST DELIVERY OF: [50, 93, 126, 102]
- price-row: TROUSERS Scotch Tweed 12s 6d: [16, 1236, 160, 1246]
- rich-price-list: [16, 948, 159, 977]
- season-year: 1879.: [78, 208, 97, 218]
- price-row: SUITS Navy Serge 39s 6d: [16, 1342, 160, 1352]
- price-row: Strong Tweed 11s 6d: [55, 1412, 160, 1422]
- match-item: TO MATCH the above materials in nearly all shades we have the new Silk mixed Figured Lainas, so extensively used in combination with plain materials.: [16, 437, 160, 476]
- court-text: Accused admitted the offence, expressed sorrow for his transgression, and was fined 5s. and costs, the Bench intimating that should he make his appearance again, a heavy penalty would be inflicted.: [798, 1580, 942, 1629]
- just-arrived: Just arrived, and made: [50, 1510, 125, 1520]
- inquiry-text: This concluded the evidence, and the jury retired to consider the testimony, but after some deliberation, sent a message to the Coroner, to intimate that there was one of their number wished to ask the doctor a question.: [798, 717, 942, 775]
- inquiry-text: Mark Blake, on being sworn, deposed: I am the husband of the deceased, who was in her fortieth year. We were married in Truro, Cornwall, twenty years ago, and arrived in Wellington by the Hakka, four weeks ago. Last night when she was preparing to go to bed at eight o'clock, she was apparently in good health. My daughter gave her some oatmeal, made into gruel, of which she took a small portion. She did not complain then, but half an hour later, when I went in to see her, she was gasping up in the bed, and told me she could hardly breathe. She asked to get her some toast, and as I was about leaving the room in order to do so, she said to put me a mustard poultice from Mrs. Dalrymple, for she was dying. I held her in my arms, and while doing so something came up her throat and choked her, and she died in a few moments afterwards. She has had eleven children, four of whom are alive, and although she may have been weak at the times of her confinement, her general health was good. I do not know of any cause for her illness and death, and never saw her so affected before. She had been slightly complaining a few days before, being rather low spirited, but on Monday, the day of her death, she appeared quite recovered, and was very cheerful.: [641, 949, 786, 1238]
- news-item: WOE TO BUNNY. Some squatters' friend has arrived in the South, and by the use of some preparation has already played old havoc with Master Bunny. From a telegram received by the Press Agency on Tuesday, we learn that the inventor has succeeded in affecting the use of the rhodium receipt, the rabbit pest is considered at an end in Southland. Two stations have already been cleared of the vermin, and the receipt is being applied for far and wide. We do not know sufficiently about the composition of the remedy to state whether its qualities are of a preventive or curative nature, but however, it may be, as the District has lately been proclaimed under the Rabbit Nuisance Act, we should advise an investment, a course which should satisfy believers and unbelievers.: [485, 542, 629, 724]
- price-row: TROUSERS Saddle Tweed 22s 6d: [16, 1246, 160, 1256]
- clothing-heading: CLOTHING,: [42, 1165, 133, 1181]
- scriveners: Scriveners,: [226, 185, 263, 195]
- court-text: Mr. Hawkins said that the decision of the Bench had taken him completely by surprise, or rather the mode in which it had been delivered, more so at which the close of the case on last Court day he had good to believe that judgment had only been reserved upon a point of law, and now the Bench had set aside and gave a verdict upon evidence. He by no means wished to question the motives which induced the Bench to come to that decision, but certainly the course pursued placed him at a great disadvantage. He had prepared himself for a dismissal upon a point of law, and had a written appeal to meet it, but the grounds upon which the case had been dismissed completely failed his case to time, to consider what course he would pursue.: [954, 1367, 1098, 1540]
- news-item: did you get there? Why I thought you were on the other side!" Traveller: "Hic-hic-yo thought ye had me-did ye? Bust-ye see I slid off tother side," and he looked himself off, chuckling over how he had "had" the horseman. Verily, there is an especial Providence, which looks after drunken men and sailors.: [641, 37, 786, 114]
- news-item: THE PALMERSTON NORTH PUBLIC LIBRARY. We are pleased to learn that the action of the committee of the above institution in giving the public an opportunity of joining the lending library for the last quarter of the last year, seems to have been thoroughly appreciated, as a great number of subscribers have taken out tickets, which possibly otherwise might not. From inspecting the visiting book, we have observed with pleasure that the reading room is now being largely patronised.: [485, 294, 629, 409]
- trespass-heading: TRESPASSING HORSE.: [826, 1632, 914, 1642]
- court-before: [Before the Resident Magistrate and J. T. Dalrymple, Esq., J.P.]: [804, 1101, 936, 1121]
- court-text: at large in the Public Square, contrary to the Borough Bye-laws.: [954, 37, 1098, 56]
- price-row: TROUSERS Saddle Bedford 20s 6d: [16, 1255, 160, 1265]
- inquiry-text: Examination resumed: It is just possible that the pleurisy, which would be caused from cold, had been of two or three days standing, and the pericarditis of shorter duration. Had a medical man been actually on the spot when the attack became visible, it is more than possible the deceased would have lived, but considering the time which elapsed even though no shock the case resulting fatally is not surprising. As far as I know all the assistance possible until my arrival was given.: [798, 565, 942, 680]
- price-row: TROUSERS Prunello Doe 29s 6d: [16, 1265, 160, 1275]
- architect-town: FEILDING.: [237, 80, 277, 90]
- news-item: MONSTER AUCTION SALE. We have been asked to draw especial attention to the monster auction sale of all kinds of drapery, haberdashery, blankets, &c., which will be held both to-day and Monday, by Mr. Snelson, on the premises known as Mr. Lewis's Old Store. As the goods are to be slaughtered without reserve, bargains may be looked for, and the public supply their wants at their own prices.: [328, 736, 473, 832]
- court-text: In fining the accused, the Chairman said that he hoped that in future the Railway authorities would proceed in offences against these bye-laws. He made no reflections about the present case, but spoke generally. Defendant would be fined £2 and costs.: [798, 1438, 942, 1506]
- price-row: TROUSERS AND VESTS: [16, 1275, 103, 1285]
- cuba-street: CUBA STREET,: [61, 1894, 114, 1904]
- full-supply: A full supply of: [63, 1549, 112, 1559]
- price-row: Strong Tweed 13s 9d: [55, 1284, 160, 1294]
- suit-label: SUIT,: [67, 1721, 108, 1737]
- civil-case: R. Dwards v. A. W. Maiindoe. Claim, £8 15s. 10d. Ordered to be imprisoned in default.: [954, 630, 1098, 659]
- dress-text-2: Very soft wool materials are the leading fashions for the Season. The COLORS most in vogue are Mode, Bisque, Light Bronze, Olive, Sapphire, Grenat and Brun.: [16, 292, 160, 331]
- collins-heading: COLLINS v. SCHLAGER.: [980, 663, 1073, 673]
- news-item: MANGAONE BLOCK. Mr. J. G. Holdsworth, Crown Lands Commissioner for the Wellington Provincial District, has issued the following report for the year ending 30th June last: "The small revenue from the sale of Crown Land in this land district during the past financial year is owing, in part, to the delay in the expenditure of the votes of last session on the Palmerston, Mangaone, and other blocks by opening up roads and cutting of drains. The whole of the Crown land in this district may be classed as forest land, and is not likely to be purchased in large blocks for speculative purposes, but by intending settlers of moderate means, and provided provision is made for an expenditure on roads it will greatly aid in promoting settlement. The minimum price for which pastoral land can now be sold, namely, 30s per acre, prevents any sales being effected. The rabbit pest, so far as is known, has not hindered the sale of Crown lands. The number of Crown grants yet to issue has been but very slightly reduced during the past year owing to Survey office arrangements, and temporary removal of Mr. Telford, in March last, to the Provincial Auditor's department.": [641, 117, 786, 396]
